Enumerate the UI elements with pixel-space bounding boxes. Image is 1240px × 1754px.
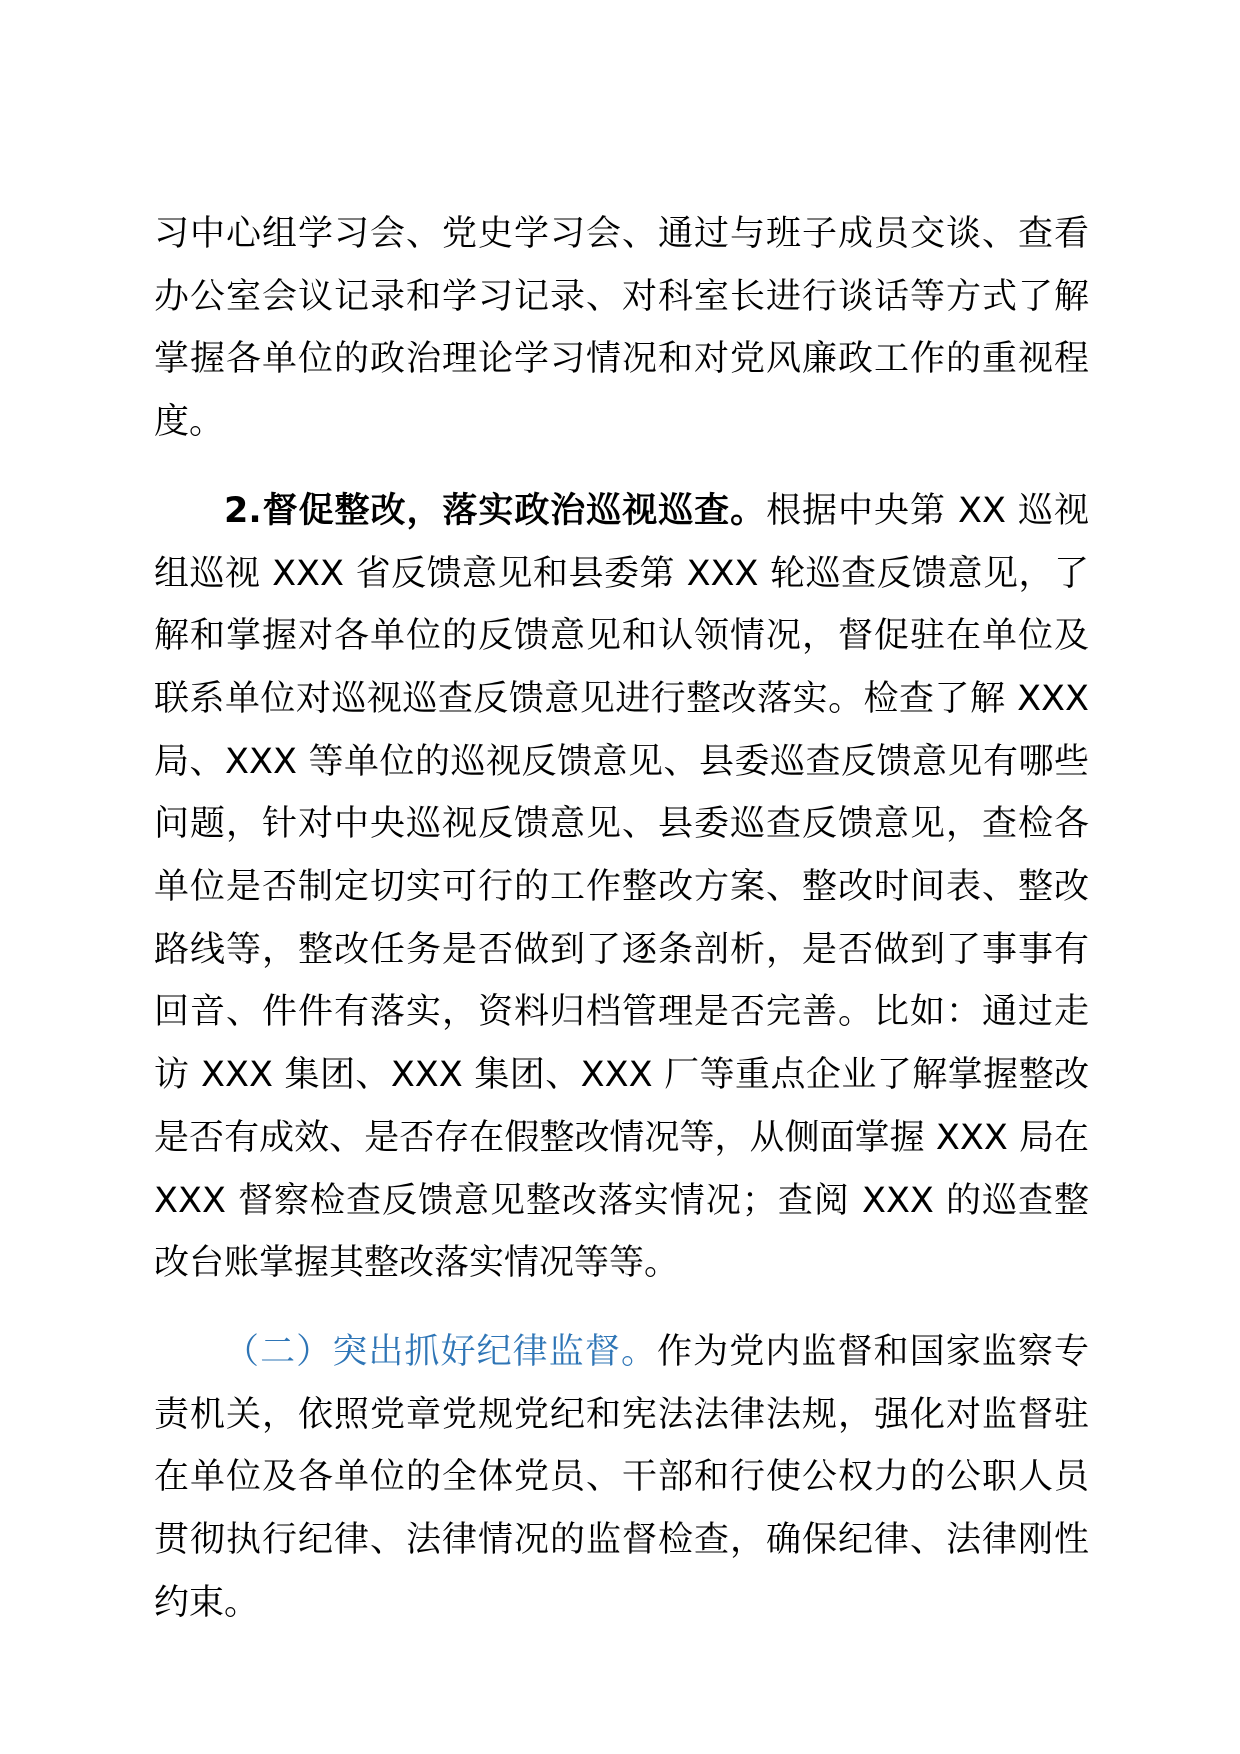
item-heading: 2.督促整改，落实政治巡视巡查。 [224, 490, 767, 531]
paragraph-section-2 [154, 1321, 1089, 1635]
paragraph-text: 习中心组学习会、党史学习会、通过与班子成员交谈、查看办公室会议记录和学习记录、对科室长进行谈话等方式了解掌握各单位的政治理论学习情况和对党风廉政工作的重视程度。 [154, 214, 1089, 443]
paragraph-text: 根据中央第 XX 巡视组巡视 XXX 省反馈意见和县委第 XXX 轮巡查反馈意见，了解和掌握对各单位的反馈意见和认领情况，督促驻在单位及联系单位对巡视巡查反馈意见进行整改落实。检查了解 XXX 局、XXX 等单位的巡视反馈意见、县委巡查反馈意见有哪些问题，针对中央巡视反馈意见、县委巡查反馈意见，查检各单位是否制定切实可行的工作整改方案、整改时间表、整改路线等，整改任务是否做到了逐条剖析，是否做到了事事有回音、件件有落实，资料归档管理是否完善。比如：通过走访 XXX 集团、XXX 集团、XXX 厂等重点企业了解掌握整改是否有成效、是否存在假整改情况等，从侧面掌握 XXX 局在 XXX 督察检查反馈意见整改落实情况；查阅 XXX 的巡查整改台账掌握其整改落实情况等等。 [154, 490, 1089, 1284]
section-heading: （二）突出抓好纪律监督。 [224, 1331, 658, 1372]
paragraph-item-2 [154, 480, 1089, 1295]
document-body [154, 203, 1089, 1634]
paragraph-text: 作为党内监督和国家监察专责机关，依照党章党规党纪和宪法法律法规，强化对监督驻在单位及各单位的全体党员、干部和行使公权力的公职人员贯彻执行纪律、法律情况的监督检查，确保纪律、法律刚性约束。 [154, 1331, 1089, 1623]
paragraph-continuation [154, 203, 1089, 454]
